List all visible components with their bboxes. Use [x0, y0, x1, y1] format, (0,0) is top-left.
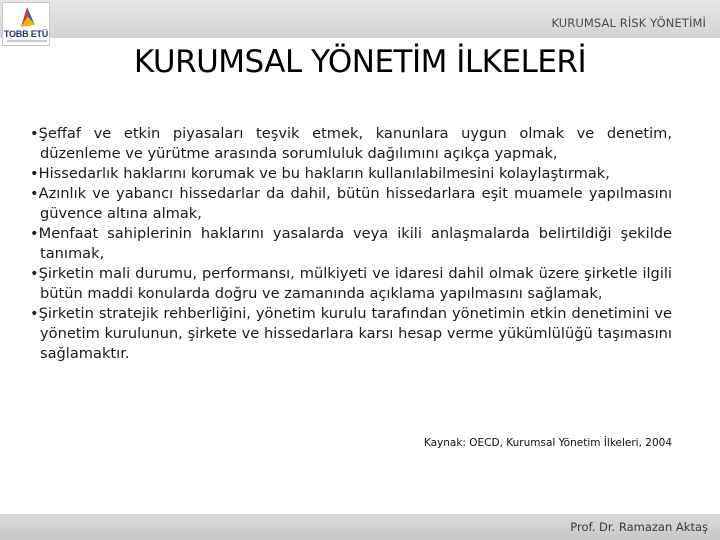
bullet-item: •Hissedarlık haklarını korumak ve bu hakların kullanılabilmesini kolaylaştırmak, — [30, 165, 610, 182]
bullet-item: •Azınlık ve yabancı hissedarlar da dahil, bütün hissedarlara eşit muamele yapılmasını güvence altına almak, — [30, 185, 672, 222]
logo-mark-icon — [15, 5, 39, 29]
bullet-item: •Şirketin stratejik rehberliğini, yönetim kurulu tarafından yönetimin etkin denetimini ve yönetim kurulunun, şirkete ve hissedarlara karsı hesap verme yükümlülüğü taşımasını sağlamaktır. — [30, 305, 672, 362]
tobb-etu-logo — [2, 2, 50, 46]
bullet-item: •Şeffaf ve etkin piyasaları teşvik etmek, kanunlara uygun olmak ve denetim, düzenleme ve yürütme arasında sorumluluk dağılımını açıkça yapmak, — [30, 125, 672, 162]
logo-underline — [7, 40, 47, 42]
bullet-item: •Şirketin mali durumu, performansı, mülkiyeti ve idaresi dahil olmak üzere şirketle ilgili bütün maddi konularda doğru ve zamanında açıklama yapılmasını sağlamak, — [30, 265, 672, 302]
logo-text: TOBB ETÜ — [3, 29, 49, 39]
footer-author: Prof. Dr. Ramazan Aktaş — [570, 520, 708, 534]
course-title: KURUMSAL RİSK YÖNETİMİ — [551, 16, 706, 30]
bullet-item: •Menfaat sahiplerinin haklarını yasalarda veya ikili anlaşmalarda belirtildiği şekilde tanımak, — [30, 225, 672, 262]
slide-title: KURUMSAL YÖNETİM İLKELERİ — [133, 44, 587, 80]
source-citation: Kaynak: OECD, Kurumsal Yönetim İlkeleri, 2004 — [423, 437, 672, 449]
bullet-list — [30, 124, 672, 364]
